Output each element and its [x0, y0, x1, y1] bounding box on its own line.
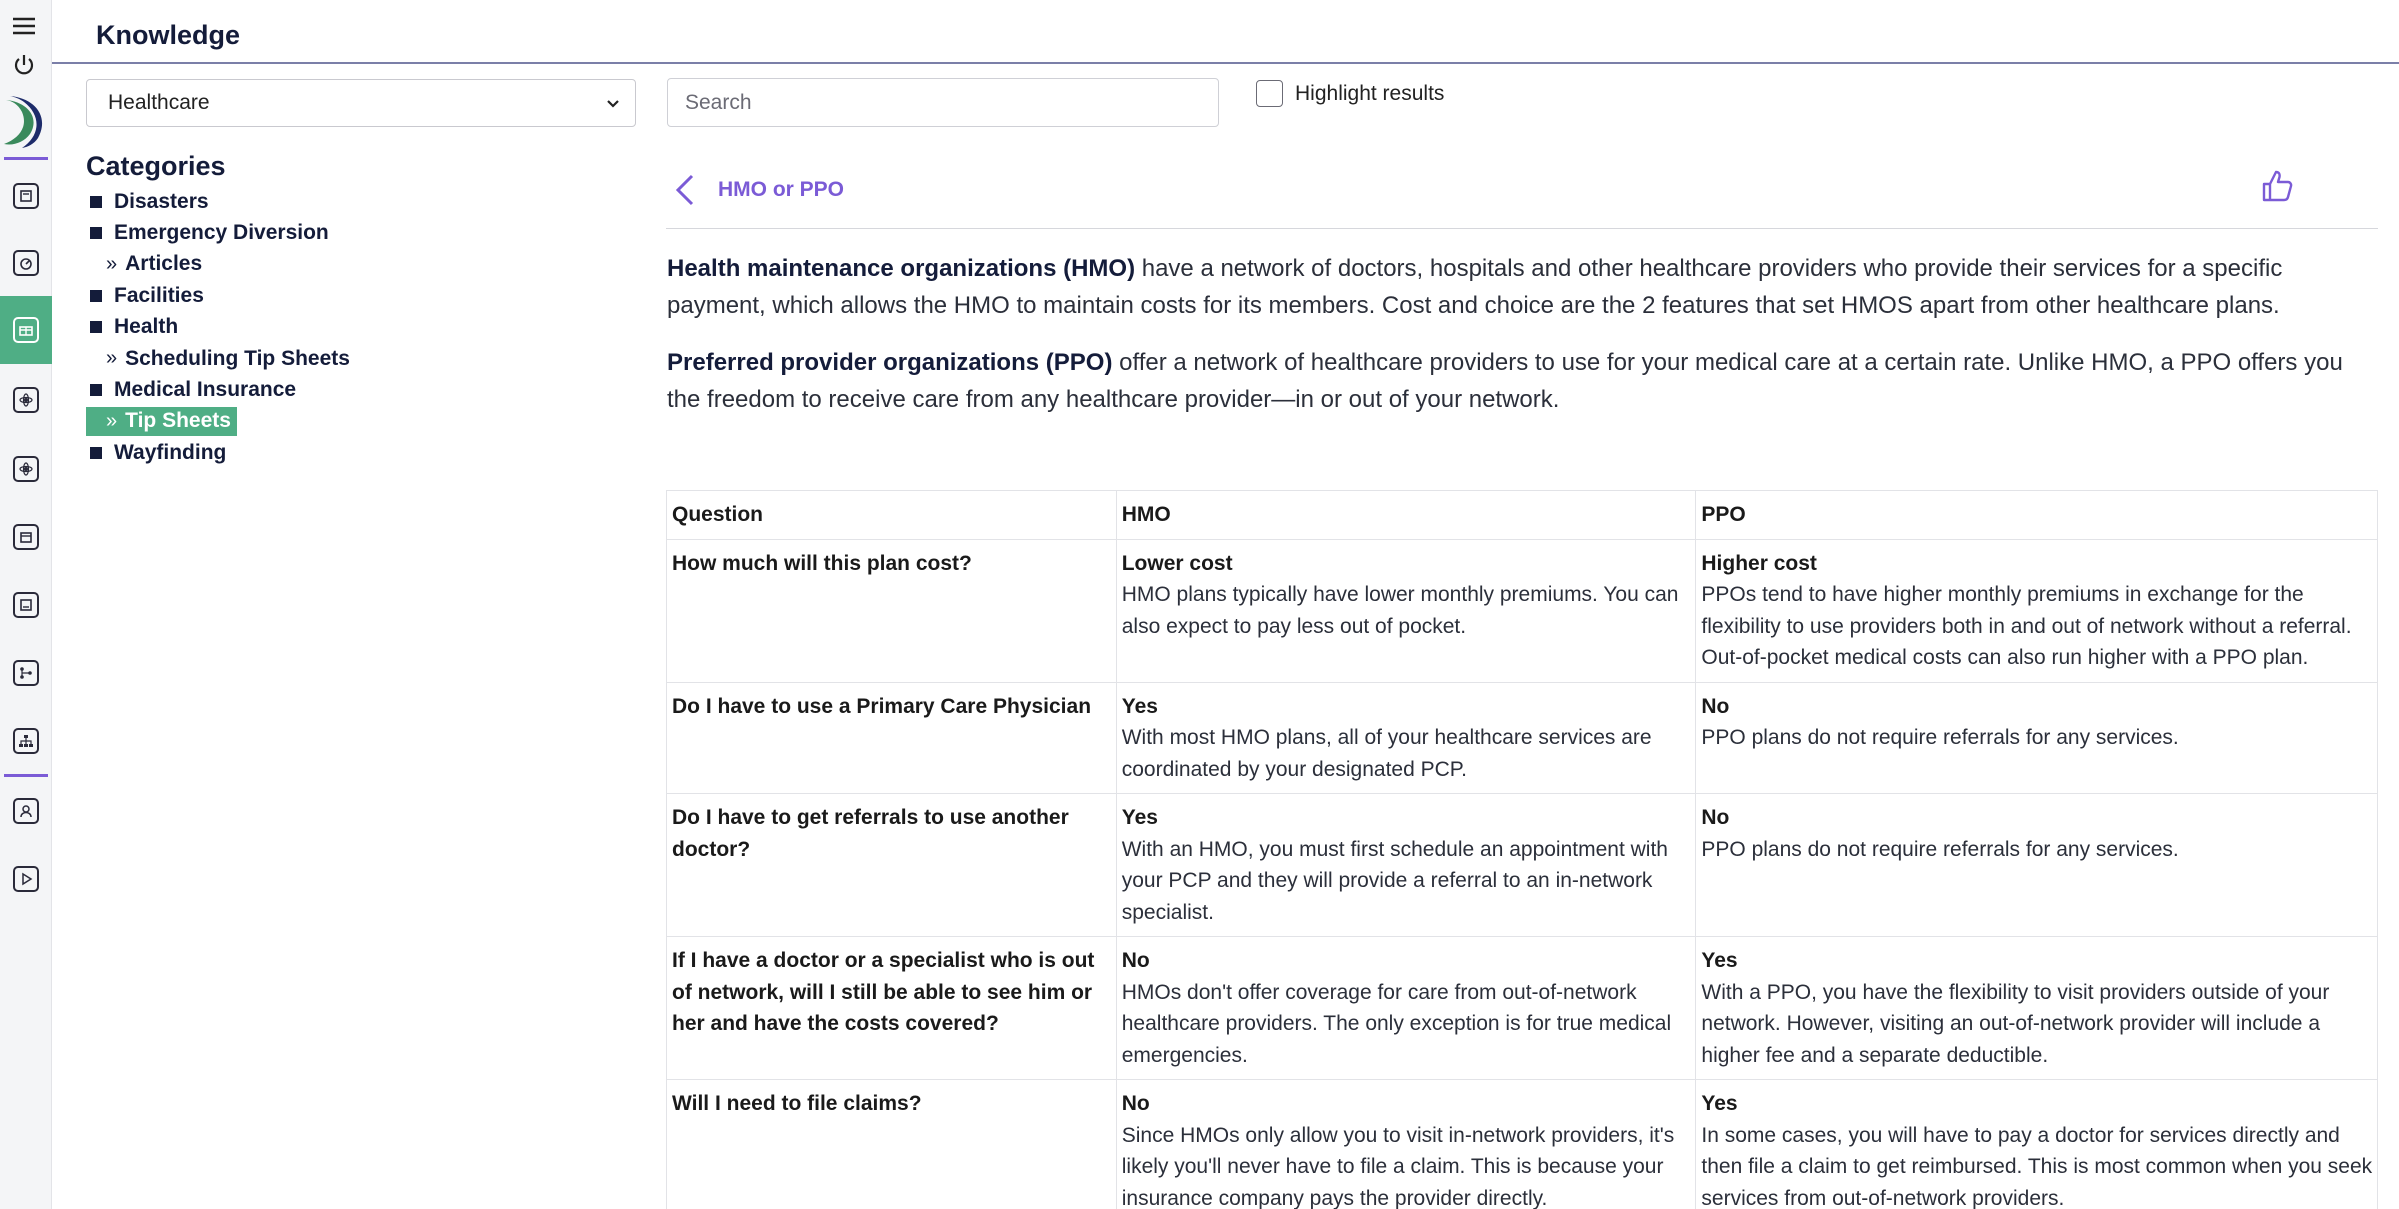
book-icon[interactable]	[7, 177, 45, 215]
atom-icon-2[interactable]	[7, 450, 45, 488]
hmo-detail: With most HMO plans, all of your healthcare services are coordinated by your designated PCP.	[1121, 726, 1652, 781]
column-header: PPO	[1696, 491, 2378, 540]
thumbs-up-icon[interactable]	[2260, 168, 2296, 204]
menu-icon[interactable]	[11, 16, 37, 36]
column-header: Question	[667, 491, 1117, 540]
knowledge-base-value: Healthcare	[108, 91, 210, 114]
double-chevron-icon: »	[106, 409, 118, 432]
ppo-answer: Yes	[1701, 949, 1738, 972]
hmo-detail: HMOs don't offer coverage for care from out-of-network healthcare providers. The only exception is for true medical emergencies.	[1121, 980, 1672, 1067]
page-title: Knowledge	[96, 20, 241, 50]
double-chevron-icon: »	[106, 252, 118, 275]
hmo-cell	[1116, 937, 1696, 1080]
article-title: HMO or PPO	[718, 178, 845, 201]
ppo-cell	[1696, 937, 2378, 1080]
ppo-description: offer a network of healthcare providers to use for your medical care at a certain rate. Unlike HMO, a PPO offers you the freedom to receive care from any healthcare provider—in or out of your network.	[667, 349, 2343, 413]
category-label: Emergency Diversion	[114, 221, 329, 245]
ppo-cell	[1696, 682, 2378, 794]
category-facilities[interactable]	[86, 280, 350, 311]
hmo-description: have a network of doctors, hospitals and other healthcare providers who provide their services for a specific payment, which allows the HMO to maintain costs for its members. Cost and choice are the 2 features that set HMOS apart from other healthcare plans.	[667, 255, 2283, 319]
category-label: Facilities	[114, 283, 204, 307]
table-row	[667, 1080, 2378, 1209]
hmo-cell	[1116, 539, 1696, 682]
rail-divider-2	[4, 774, 48, 777]
category-articles[interactable]	[86, 249, 350, 280]
hmo-detail: HMO plans typically have lower monthly premiums. You can also expect to pay less out of pocket.	[1121, 583, 1679, 638]
hmo-cell	[1116, 1080, 1696, 1209]
bullet-icon	[90, 227, 102, 239]
category-health[interactable]	[86, 312, 350, 343]
user-icon[interactable]	[7, 792, 45, 830]
category-label: Disasters	[114, 189, 209, 213]
ppo-detail: PPO plans do not require referrals for any services.	[1701, 837, 2179, 861]
power-icon[interactable]	[11, 52, 37, 78]
hmo-detail: With an HMO, you must first schedule an appointment with your PCP and they will provide a referral to an in-network specialist.	[1121, 837, 1668, 924]
paragraph-hmo	[667, 250, 2379, 324]
hmo-answer: Yes	[1121, 806, 1158, 829]
ppo-detail: In some cases, you will have to pay a doctor for services directly and then file a claim to get reimbursed. This is most common when you seek services from out-of-network providers.	[1701, 1123, 2373, 1209]
table-header-row	[667, 491, 2378, 540]
paragraph-ppo	[667, 344, 2379, 418]
ppo-answer: Higher cost	[1701, 551, 1817, 575]
ppo-cell	[1696, 794, 2378, 937]
ppo-answer: Yes	[1701, 1092, 1738, 1115]
ppo-detail: With a PPO, you have the flexibility to visit providers outside of your network. However, visiting an out-of-network provider will include a higher fee and a separate deductible.	[1701, 980, 2330, 1067]
ppo-answer: No	[1701, 694, 1730, 718]
categories-title: Categories	[86, 151, 226, 181]
double-chevron-icon: »	[106, 347, 118, 370]
hmo-answer: Yes	[1121, 694, 1158, 718]
question-cell: If I have a doctor or a specialist who is out of network, will I still be able to see him or her and have the costs covered?	[667, 937, 1117, 1080]
highlight-label: Highlight results	[1295, 81, 1445, 105]
category-disasters[interactable]	[86, 186, 350, 217]
ppo-detail: PPO plans do not require referrals for any services.	[1701, 726, 2179, 749]
question-cell: Do I have to use a Primary Care Physician	[667, 682, 1117, 794]
bullet-icon	[90, 447, 102, 459]
rail-divider	[4, 157, 48, 160]
category-scheduling-tip-sheets[interactable]	[86, 343, 350, 374]
search-input[interactable]	[667, 78, 1219, 127]
category-wayfinding[interactable]	[86, 437, 350, 468]
table-row	[667, 794, 2378, 937]
bullet-icon	[90, 384, 102, 396]
ppo-detail: PPOs tend to have higher monthly premiums in exchange for the flexibility to use providers both in and out of network without a referral. Out-of-pocket medical costs can also run higher with a PPO plan.	[1701, 583, 2352, 669]
bullet-icon	[90, 321, 102, 333]
archive-icon[interactable]	[7, 518, 45, 556]
category-medical-insurance[interactable]	[86, 374, 350, 405]
hmo-cell	[1116, 794, 1696, 937]
org-chart-icon[interactable]	[7, 722, 45, 760]
category-label: Health	[114, 315, 179, 339]
logo	[0, 92, 52, 150]
category-label: Articles	[125, 252, 203, 276]
play-icon[interactable]	[7, 860, 45, 898]
category-emergency-diversion[interactable]	[86, 217, 350, 248]
hmo-cell	[1116, 682, 1696, 794]
back-chevron-icon[interactable]	[672, 172, 698, 208]
ppo-term: Preferred provider organizations (PPO)	[667, 349, 1113, 376]
bullet-icon	[90, 290, 102, 302]
category-tree	[86, 186, 350, 469]
question-cell: Will I need to file claims?	[667, 1080, 1117, 1209]
category-label: Medical Insurance	[114, 378, 297, 402]
bullet-icon	[90, 196, 102, 208]
column-header: HMO	[1116, 491, 1696, 540]
hmo-term: Health maintenance organizations (HMO)	[667, 255, 1136, 282]
question-cell: Do I have to get referrals to use another doctor?	[667, 794, 1117, 937]
category-label: Wayfinding	[114, 440, 227, 464]
hmo-answer: No	[1121, 949, 1150, 972]
ppo-answer: No	[1701, 806, 1730, 829]
category-tip-sheets[interactable]	[86, 407, 237, 436]
document-icon[interactable]	[7, 586, 45, 624]
table-row	[667, 539, 2378, 682]
hmo-answer: Lower cost	[1121, 551, 1233, 575]
category-label: Tip Sheets	[125, 409, 231, 433]
header-divider	[52, 62, 2399, 64]
highlight-results[interactable]	[1256, 80, 1444, 107]
highlight-checkbox[interactable]	[1256, 80, 1283, 107]
knowledge-icon[interactable]	[7, 311, 45, 349]
ppo-cell	[1696, 1080, 2378, 1209]
workflow-icon[interactable]	[7, 654, 45, 692]
table-row	[667, 937, 2378, 1080]
hmo-detail: Since HMOs only allow you to visit in-network providers, it's likely you'll never have to file a claim. This is because your insurance company pays the provider directly.	[1121, 1123, 1675, 1209]
article-divider	[666, 228, 2378, 229]
ppo-cell	[1696, 539, 2378, 682]
table-row	[667, 682, 2378, 794]
question-cell: How much will this plan cost?	[667, 539, 1117, 682]
category-label: Scheduling Tip Sheets	[125, 346, 350, 370]
hmo-answer: No	[1121, 1092, 1150, 1115]
left-rail	[0, 0, 52, 1209]
comparison-table	[666, 490, 2378, 1209]
atom-icon[interactable]	[7, 381, 45, 419]
gauge-icon[interactable]	[7, 244, 45, 282]
knowledge-base-select[interactable]	[86, 79, 636, 127]
chevron-down-icon	[605, 95, 621, 111]
